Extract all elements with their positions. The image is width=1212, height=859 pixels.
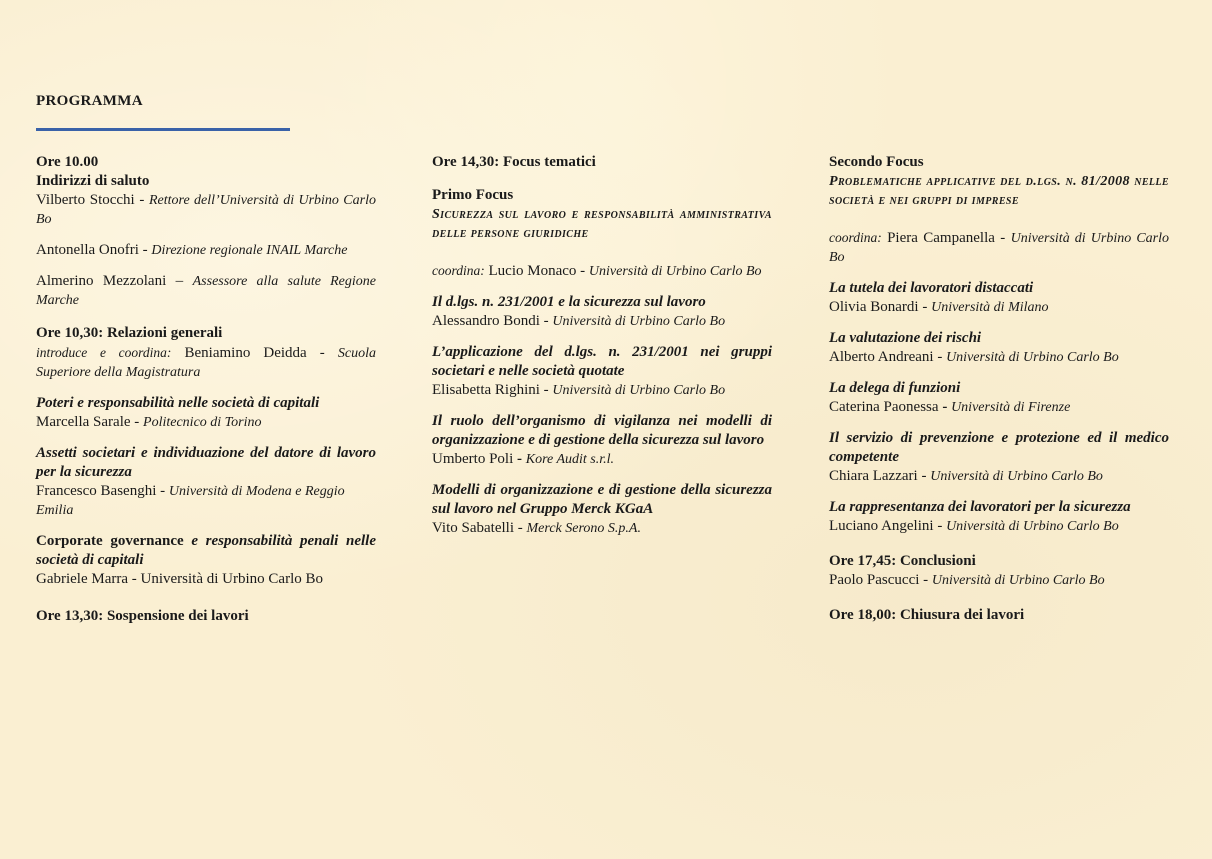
speaker-role: Politecnico di Torino — [143, 415, 262, 430]
separator: - — [130, 414, 144, 430]
session-title: Indirizzi di saluto — [36, 173, 150, 189]
speaker-role: Merck Serono S.p.A. — [526, 521, 641, 536]
talk-title: La delega di funzioni — [829, 380, 961, 396]
coordinator-label: introduce e coordina: — [36, 345, 172, 360]
speaker-line — [829, 398, 1169, 417]
speaker-name: Almerino Mezzolani — [36, 273, 167, 289]
talk-title-part: Corporate governance — [36, 533, 184, 549]
coordinator-label: coordina: — [829, 230, 882, 245]
session-title: Ore 17,45: Conclusioni — [829, 553, 976, 569]
session-end: Ore 13,30: Sospensione dei lavori — [36, 608, 249, 624]
talk-title: Il d.lgs. n. 231/2001 e la sicurezza sul lavoro — [432, 294, 706, 310]
speaker-role: Università di Urbino Carlo Bo — [946, 350, 1119, 365]
speaker-role: Direzione regionale INAIL Marche — [151, 243, 348, 258]
time-heading: Ore 10.00 — [36, 154, 99, 170]
coordinator-line — [36, 343, 376, 382]
speaker-line — [36, 482, 376, 520]
speaker-role: Università di Urbino Carlo Bo — [931, 573, 1105, 588]
separator: - — [576, 263, 589, 279]
session-end: Ore 18,00: Chiusura dei lavori — [829, 607, 1025, 623]
speaker-line — [829, 348, 1169, 367]
speaker-name: Paolo Pascucci — [829, 572, 920, 588]
talk-title: Il ruolo dell’organismo di vigilanza nei modelli di organizzazione e di gestione della sicurezza sul lavoro — [432, 413, 772, 448]
speaker-name: Vilberto Stocchi — [36, 192, 135, 208]
speaker-line — [432, 312, 772, 331]
speaker-line — [432, 450, 772, 469]
separator: - — [306, 345, 338, 361]
speaker-name: Elisabetta Righini — [432, 382, 540, 398]
speaker-line — [432, 381, 772, 400]
talk-title: Poteri e responsabilità nelle società di capitali — [36, 395, 320, 411]
talk-title: La rappresentanza dei lavoratori per la sicurezza — [829, 499, 1131, 515]
talk-title-part: e responsabilità penali nelle società di capitali — [36, 533, 376, 568]
coordinator-line — [432, 261, 772, 281]
separator: – — [166, 273, 193, 289]
speaker-line: Gabriele Marra - Università di Urbino Carlo Bo — [36, 571, 323, 587]
talk-title: Il servizio di prevenzione e protezione ed il medico competente — [829, 430, 1169, 465]
separator: - — [994, 230, 1011, 246]
speaker-name: Antonella Onofri — [36, 242, 139, 258]
speaker-role: Università di Urbino Carlo Bo — [829, 231, 1169, 265]
talk-title: La valutazione dei rischi — [829, 330, 982, 346]
separator: - — [917, 468, 931, 484]
speaker-role: Università di Urbino Carlo Bo — [552, 314, 726, 329]
speaker-name: Lucio Monaco — [484, 263, 577, 279]
speaker-role: Scuola Superiore della Magistratura — [36, 346, 376, 380]
speaker-role: Università di Urbino Carlo Bo — [588, 264, 762, 279]
separator: - — [933, 349, 947, 365]
focus-subtitle: Sicurezza sul lavoro e responsabilità amministrativa delle persone giuridiche — [432, 207, 772, 241]
separator: - — [938, 399, 952, 415]
focus-heading: Secondo Focus — [829, 154, 924, 170]
column-focus-two — [829, 153, 1169, 625]
speaker-role: Kore Audit s.r.l. — [525, 452, 615, 467]
talk-title: La tutela dei lavoratori distaccati — [829, 280, 1034, 296]
separator: - — [514, 520, 527, 536]
speaker-name: Francesco Basenghi — [36, 483, 157, 499]
focus-heading: Primo Focus — [432, 187, 514, 203]
column-focus-one — [432, 153, 772, 550]
column-morning — [36, 153, 376, 626]
separator: - — [134, 192, 149, 208]
separator: - — [539, 313, 553, 329]
speaker-line — [432, 519, 772, 538]
speaker-name: Vito Sabatelli — [432, 520, 515, 536]
speaker-line — [36, 272, 376, 310]
title-underline — [36, 128, 290, 131]
speaker-name: Piera Campanella — [881, 230, 995, 246]
coordinator-line — [829, 228, 1169, 267]
speaker-line — [829, 467, 1169, 486]
separator: - — [513, 451, 526, 467]
page-title: PROGRAMMA — [36, 93, 143, 109]
speaker-name: Chiara Lazzari — [829, 468, 918, 484]
speaker-role: Università di Urbino Carlo Bo — [552, 383, 726, 398]
speaker-line — [829, 571, 1169, 590]
separator: - — [933, 518, 947, 534]
speaker-line — [36, 413, 376, 432]
talk-title: Assetti societari e individuazione del datore di lavoro per la sicurezza — [36, 445, 376, 480]
speaker-line — [829, 298, 1169, 317]
speaker-name: Alessandro Bondi — [432, 313, 540, 329]
speaker-role: Assessore alla salute Regione Marche — [36, 274, 376, 308]
speaker-line — [829, 517, 1169, 536]
speaker-name: Alberto Andreani — [829, 349, 934, 365]
separator: - — [918, 299, 932, 315]
speaker-role: Rettore dell’Università di Urbino Carlo Bo — [36, 193, 376, 227]
separator: - — [539, 382, 553, 398]
speaker-role: Università di Urbino Carlo Bo — [930, 469, 1103, 484]
talk-title: L’applicazione del d.lgs. n. 231/2001 nei gruppi societari e nelle società quotate — [432, 344, 772, 379]
speaker-name: Caterina Paonessa — [829, 399, 939, 415]
speaker-line — [36, 191, 376, 229]
session-title: Ore 10,30: Relazioni generali — [36, 325, 223, 341]
speaker-role: Università di Modena e Reggio Emilia — [36, 484, 345, 518]
focus-subtitle: Problematiche applicative del d.lgs. n. 81/2008 nelle società e nei gruppi di imprese — [829, 174, 1169, 208]
speaker-name: Umberto Poli — [432, 451, 514, 467]
speaker-role: Università di Urbino Carlo Bo — [946, 519, 1119, 534]
separator: - — [919, 572, 932, 588]
speaker-name: Marcella Sarale — [36, 414, 131, 430]
session-title: Ore 14,30: Focus tematici — [432, 154, 596, 170]
coordinator-label: coordina: — [432, 263, 485, 278]
speaker-role: Università di Milano — [931, 300, 1049, 315]
speaker-name: Olivia Bonardi — [829, 299, 919, 315]
speaker-line — [36, 241, 376, 260]
talk-title: Modelli di organizzazione e di gestione della sicurezza sul lavoro nel Gruppo Merck KGaA — [432, 482, 772, 517]
speaker-name: Beniamino Deidda — [171, 345, 307, 361]
speaker-role: Università di Firenze — [951, 400, 1071, 415]
talk-title — [36, 532, 376, 570]
separator: - — [138, 242, 152, 258]
speaker-name: Luciano Angelini — [829, 518, 934, 534]
separator: - — [156, 483, 169, 499]
